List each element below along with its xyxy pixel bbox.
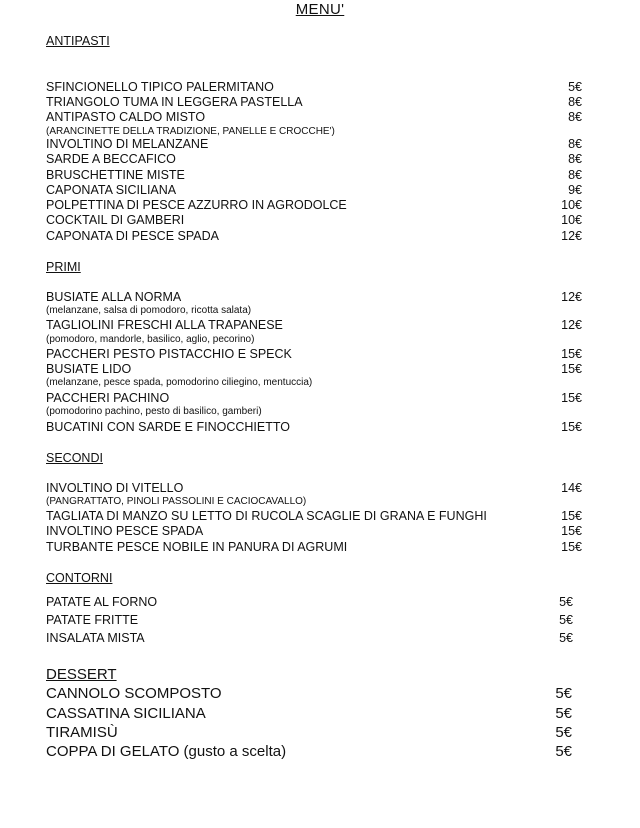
menu-item	[46, 391, 582, 406]
item-name: POLPETTINA DI PESCE AZZURRO IN AGRODOLCE	[46, 198, 347, 212]
item-price: 5€	[555, 705, 572, 722]
item-name: TAGLIATA DI MANZO SU LETTO DI RUCOLA SCAGLIE DI GRANA E FUNGHI	[46, 509, 487, 523]
item-price: 15€	[561, 540, 582, 554]
menu-item	[46, 168, 582, 183]
menu-item	[46, 420, 582, 435]
item-price: 8€	[568, 110, 582, 124]
item-name: BUCATINI CON SARDE E FINOCCHIETTO	[46, 420, 291, 434]
item-name: TURBANTE PESCE NOBILE IN PANURA DI AGRUMI	[46, 540, 348, 554]
menu-item	[46, 613, 573, 628]
item-price: 15€	[561, 347, 582, 361]
item-price: 15€	[561, 509, 582, 523]
menu-item	[46, 198, 582, 213]
item-price: 8€	[568, 168, 582, 182]
item-price: 15€	[561, 362, 582, 376]
menu-item	[46, 685, 572, 703]
item-price: 5€	[559, 595, 573, 609]
item-price: 15€	[561, 391, 582, 405]
item-name: INVOLTINO DI VITELLO	[46, 481, 184, 495]
menu-item	[46, 362, 582, 377]
menu-item	[46, 347, 582, 362]
item-price: 8€	[568, 152, 582, 166]
item-note: (PANGRATTATO, PINOLI PASSOLINI E CACIOCAVALLO)	[46, 496, 307, 507]
item-name: PATATE FRITTE	[46, 613, 139, 627]
menu-item	[46, 183, 582, 198]
item-price: 10€	[561, 213, 582, 227]
item-name: INVOLTINO PESCE SPADA	[46, 524, 204, 538]
menu-item	[46, 95, 582, 110]
menu-item	[46, 229, 582, 244]
menu-item	[46, 524, 582, 539]
item-price: 5€	[568, 80, 582, 94]
menu-item	[46, 724, 572, 742]
section-heading-contorni: CONTORNI	[46, 571, 113, 585]
item-name: COCKTAIL DI GAMBERI	[46, 213, 185, 227]
item-price: 8€	[568, 95, 582, 109]
item-price: 12€	[561, 290, 582, 304]
item-name: COPPA DI GELATO (gusto a scelta)	[46, 743, 287, 760]
item-note: (ARANCINETTE DELLA TRADIZIONE, PANELLE E CROCCHE')	[46, 126, 335, 137]
item-price: 5€	[559, 631, 573, 645]
item-name: CAPONATA SICILIANA	[46, 183, 177, 197]
item-price: 10€	[561, 198, 582, 212]
item-name: PACCHERI PESTO PISTACCHIO E SPECK	[46, 347, 292, 361]
item-note: (pomodoro, mandorle, basilico, aglio, pecorino)	[46, 334, 255, 345]
item-name: TAGLIOLINI FRESCHI ALLA TRAPANESE	[46, 318, 283, 332]
item-name: SFINCIONELLO TIPICO PALERMITANO	[46, 80, 274, 94]
section-heading-primi: PRIMI	[46, 260, 81, 274]
item-name: CAPONATA DI PESCE SPADA	[46, 229, 219, 243]
section-heading-dessert: DESSERT	[46, 666, 117, 683]
page-title: MENU'	[295, 1, 345, 18]
item-name: TRIANGOLO TUMA IN LEGGERA PASTELLA	[46, 95, 303, 109]
item-name: BUSIATE ALLA NORMA	[46, 290, 182, 304]
item-price: 14€	[561, 481, 582, 495]
menu-item	[46, 705, 572, 723]
item-name: TIRAMISÙ	[46, 724, 118, 741]
menu-item	[46, 318, 582, 333]
item-price: 5€	[555, 724, 572, 741]
menu-item	[46, 631, 573, 646]
item-name: BUSIATE LIDO	[46, 362, 132, 376]
menu-item	[46, 213, 582, 228]
item-price: 12€	[561, 318, 582, 332]
menu-item	[46, 743, 572, 761]
item-price: 9€	[568, 183, 582, 197]
menu-item	[46, 290, 582, 305]
menu-item	[46, 595, 573, 610]
item-name: BRUSCHETTINE MISTE	[46, 168, 185, 182]
item-name: CASSATINA SICILIANA	[46, 705, 206, 722]
item-note: (melanzane, salsa di pomodoro, ricotta salata)	[46, 305, 252, 316]
item-price: 5€	[555, 685, 572, 702]
item-price: 12€	[561, 229, 582, 243]
item-name: INVOLTINO DI MELANZANE	[46, 137, 209, 151]
item-price: 15€	[561, 524, 582, 538]
item-name: PATATE AL FORNO	[46, 595, 158, 609]
item-name: PACCHERI PACHINO	[46, 391, 170, 405]
menu-item	[46, 137, 582, 152]
section-heading-antipasti: ANTIPASTI	[46, 34, 110, 48]
item-note: (melanzane, pesce spada, pomodorino ciliegino, mentuccia)	[46, 377, 313, 388]
menu-item	[46, 540, 582, 555]
item-name: CANNOLO SCOMPOSTO	[46, 685, 222, 702]
item-price: 5€	[555, 743, 572, 760]
section-heading-secondi: SECONDI	[46, 451, 103, 465]
item-note: (pomodorino pachino, pesto di basilico, gamberi)	[46, 406, 262, 417]
menu-item	[46, 509, 582, 524]
item-name: INSALATA MISTA	[46, 631, 145, 645]
menu-item	[46, 110, 582, 125]
menu-item	[46, 152, 582, 167]
item-name: ANTIPASTO CALDO MISTO	[46, 110, 206, 124]
item-price: 15€	[561, 420, 582, 434]
menu-item	[46, 481, 582, 496]
menu-item	[46, 80, 582, 95]
item-price: 8€	[568, 137, 582, 151]
item-price: 5€	[559, 613, 573, 627]
item-name: SARDE A BECCAFICO	[46, 152, 176, 166]
